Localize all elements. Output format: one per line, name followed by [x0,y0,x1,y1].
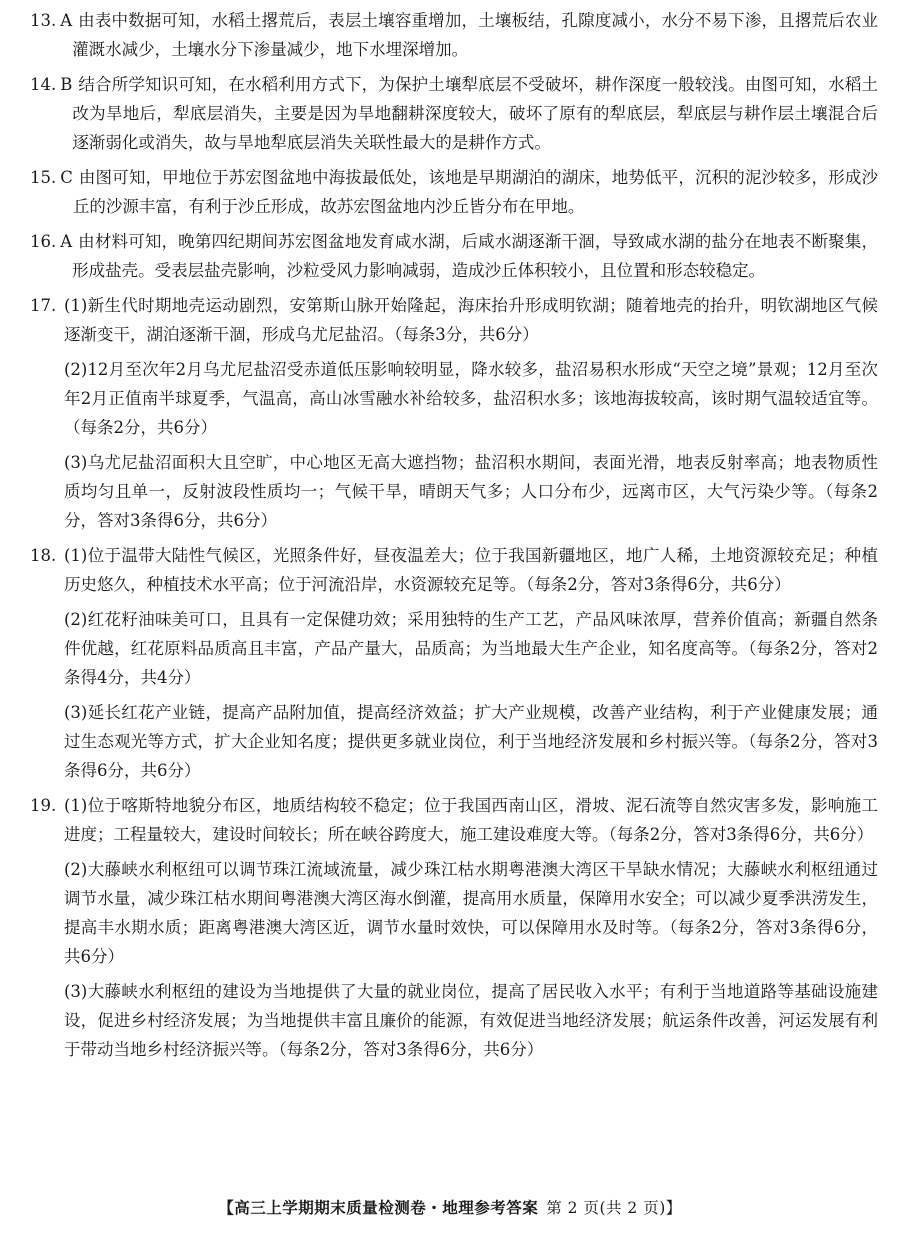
answer-item-19 [30,791,878,1064]
footer-page-number: 第 2 页(共 2 页)】 [546,1199,682,1217]
sub-answer-2: (2)大藤峡水利枢纽可以调节珠江流域流量，减少珠江枯水期粤港澳大湾区干旱缺水情况；大藤峡水利枢纽通过调节水量，减少珠江枯水期间粤港澳大湾区海水倒灌，提高用水质量，保障用水安全；可以减少夏季洪涝发生，提高丰水期水质；距离粤港澳大湾区近，调节水量时效快，可以保障用水及时等。（每条2分，答对3条得6分，共6分） [64,860,878,966]
footer-title: 【高三上学期期末质量检测卷・地理参考答案 [218,1198,539,1217]
answer-item-13 [30,6,878,64]
answer-letter: C [60,168,73,187]
question-number: 17. [30,296,57,315]
answer-item-17 [30,291,878,535]
answer-item-18 [30,541,878,785]
answer-item-14 [30,70,878,157]
sub-answer-3: (3)乌尤尼盐沼面积大且空旷，中心地区无高大遮挡物；盐沼积水期间，表面光滑，地表反射率高；地表物质性质均匀且单一，反射波段性质均一；气候干旱，晴朗天气多；人口分布少，远离市区，大气污染少等。（每条2分，答对3条得6分，共6分） [64,453,878,530]
answer-item-15 [30,163,878,221]
explanation-text: 由表中数据可知，水稻土撂荒后，表层土壤容重增加，土壤板结，孔隙度减小，水分不易下渗，且撂荒后农业灌溉水减少，土壤水分下渗量减少，地下水埋深增加。 [72,11,878,59]
answer-item-16 [30,227,878,285]
sub-answer-3: (3)延长红花产业链，提高产品附加值，提高经济效益；扩大产业规模，改善产业结构，利于产业健康发展；通过生态观光等方式，扩大企业知名度；提供更多就业岗位，利于当地经济发展和乡村振兴等。（每条2分，答对3条得6分，共6分） [64,703,878,780]
sub-answer-2: (2)12月至次年2月乌尤尼盐沼受赤道低压影响较明显，降水较多，盐沼易积水形成“天空之境”景观；12月至次年2月正值南半球夏季，气温高，高山冰雪融水补给较多，盐沼积水多；该地海拔较高，该时期气温较适宜等。（每条2分，共6分） [64,360,878,437]
answer-letter: A [60,11,73,30]
sub-answer-3: (3)大藤峡水利枢纽的建设为当地提供了大量的就业岗位，提高了居民收入水平；有利于当地道路等基础设施建设，促进乡村经济发展；为当地提供丰富且廉价的能源，有效促进当地经济发展；航运条件改善，河运发展有利于带动当地乡村经济振兴等。（每条2分，答对3条得6分，共6分） [64,982,878,1059]
sub-answer-1: (1)位于温带大陆性气候区，光照条件好，昼夜温差大；位于我国新疆地区，地广人稀，土地资源较充足；种植历史悠久，种植技术水平高；位于河流沿岸，水资源较充足等。（每条2分，答对3条得6分，共6分） [64,546,878,594]
question-number: 14. B [30,75,73,94]
page-footer [0,1196,900,1218]
answer-letter: A [60,232,73,251]
explanation-text: 由图可知，甲地位于苏宏图盆地中海拔最低处，该地是早期湖泊的湖床，地势低平，沉积的泥沙较多，形成沙丘的沙源丰富，有利于沙丘形成，故苏宏图盆地内沙丘皆分布在甲地。 [72,168,878,216]
sub-answer-1: (1)位于喀斯特地貌分布区，地质结构较不稳定；位于我国西南山区，滑坡、泥石流等自然灾害多发，影响施工进度；工程量较大，建设时间较长；所在峡谷跨度大，施工建设难度大等。（每条2分，答对3条得6分，共6分） [64,796,878,844]
sub-answer-1: (1)新生代时期地壳运动剧烈，安第斯山脉开始隆起，海床抬升形成明钦湖；随着地壳的抬升，明钦湖地区气候逐渐变干，湖泊逐渐干涸，形成乌尤尼盐沼。（每条3分，共6分） [64,296,878,344]
question-number: 18. [30,546,57,565]
sub-answer-2: (2)红花籽油味美可口，且具有一定保健功效；采用独特的生产工艺，产品风味浓厚，营养价值高；新疆自然条件优越，红花原料品质高且丰富，产品产量大，品质高；为当地最大生产企业，知名度高等。（每条2分，答对2条得4分，共4分） [64,610,878,687]
answer-letter: B [60,75,73,94]
explanation-text: 由材料可知，晚第四纪期间苏宏图盆地发育咸水湖，后咸水湖逐渐干涸，导致咸水湖的盐分在地表不断聚集，形成盐壳。受表层盐壳影响，沙粒受风力影响减弱，造成沙丘体积较小，且位置和形态较稳定。 [72,232,878,280]
explanation-text: 结合所学知识可知，在水稻利用方式下，为保护土壤犁底层不受破坏，耕作深度一般较浅。由图可知，水稻土改为旱地后，犁底层消失，主要是因为旱地翻耕深度较大，破坏了原有的犁底层，犁底层与耕作层土壤混合后逐渐弱化或消失，故与旱地犁底层消失关联性最大的是耕作方式。 [72,75,878,152]
answer-list [30,6,878,1070]
question-number: 16. A [30,232,73,251]
question-number: 13. A [30,11,73,30]
question-number: 15. C [30,168,73,187]
question-number: 19. [30,796,57,815]
